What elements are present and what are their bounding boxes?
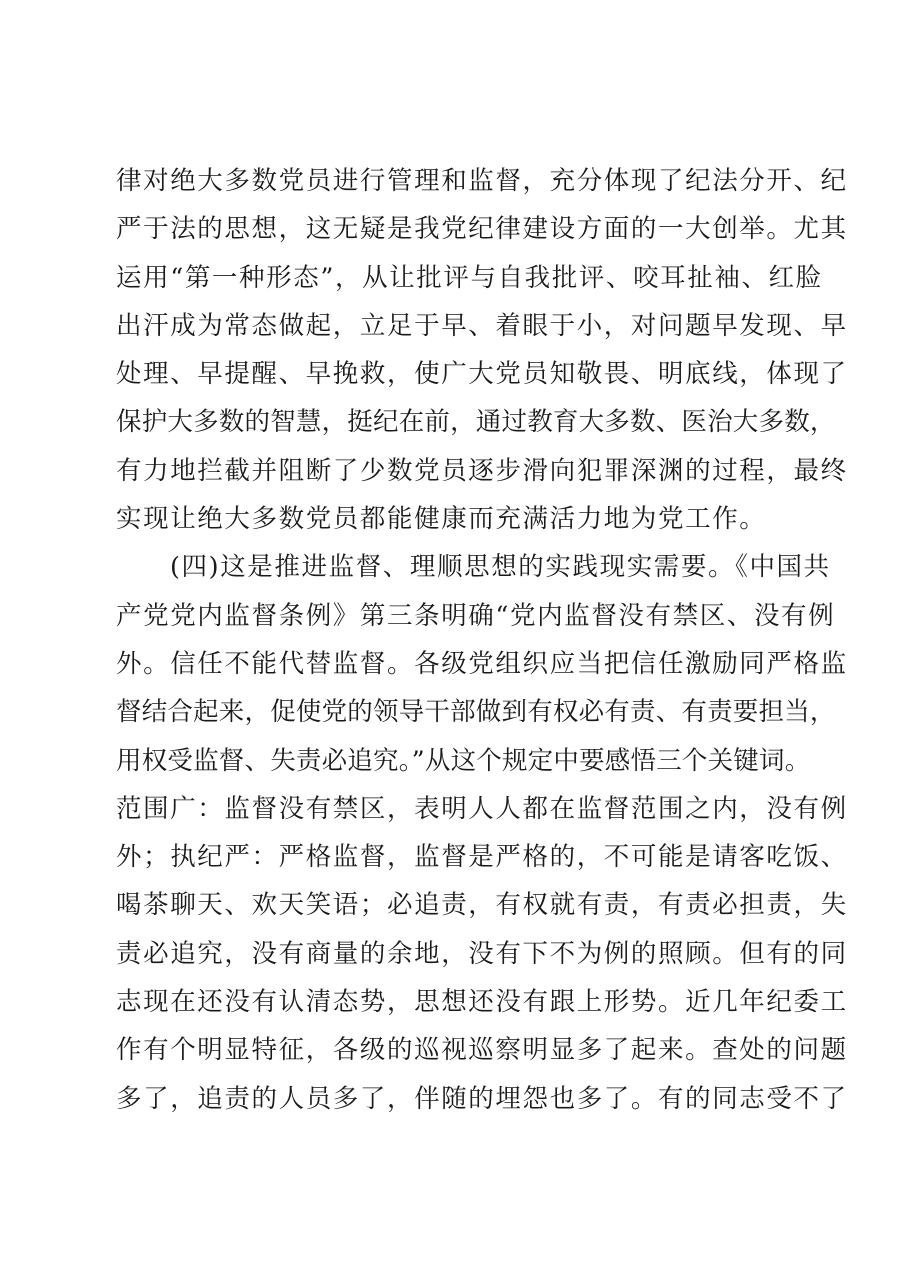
text-line: 出汗成为常态做起，立足于早、着眼于小，对问题早发现、早: [116, 310, 848, 341]
text-line: 处理、早提醒、早挽救，使广大党员知敬畏、明底线，体现了: [116, 359, 848, 390]
text-line: 产党党内监督条例》第三条明确“党内监督没有禁区、没有例: [116, 600, 836, 631]
text-line: 责必追究，没有商量的余地，没有下不为例的照顾。但有的同: [116, 938, 848, 969]
text-line: 用权受监督、失责必追究。”从这个规定中要感悟三个关键词。: [116, 745, 811, 776]
text-line: 作有个明显特征，各级的巡视巡察明显多了起来。查处的问题: [116, 1035, 848, 1066]
text-line: 督结合起来，促使党的领导干部做到有权必有责、有责要担当，: [116, 697, 836, 728]
paragraph-heading-line: (四)这是推进监督、理顺思想的实践现实需要。《中国共: [170, 552, 831, 583]
body-text: [116, 157, 848, 1123]
text-line: 喝茶聊天、欢天笑语；必追责，有权就有责，有责必担责，失: [116, 890, 848, 921]
text-line: 律对绝大多数党员进行管理和监督，充分体现了纪法分开、纪: [116, 166, 848, 196]
text-line: 外；执纪严：严格监督，监督是严格的，不可能是请客吃饭、: [116, 842, 848, 873]
text-line: 运用“第一种形态”，从让批评与自我批评、咬耳扯袖、红脸: [116, 262, 823, 293]
text-line: 志现在还没有认清态势，思想还没有跟上形势。近几年纪委工: [116, 987, 848, 1018]
text-line: 范围广：监督没有禁区，表明人人都在监督范围之内，没有例: [116, 793, 848, 824]
text-line: 多了，追责的人员多了，伴随的埋怨也多了。有的同志受不了: [116, 1083, 848, 1114]
text-line: 实现让绝大多数党员都能健康而充满活力地为党工作。: [116, 504, 767, 535]
text-line: 有力地拦截并阻断了少数党员逐步滑向犯罪深渊的过程，最终: [116, 455, 848, 486]
text-line: 严于法的思想，这无疑是我党纪律建设方面的一大创举。尤其: [116, 214, 848, 245]
text-line: 保护大多数的智慧，挺纪在前，通过教育大多数、医治大多数，: [116, 407, 836, 438]
text-line: 外。信任不能代替监督。各级党组织应当把信任激励同严格监: [116, 648, 848, 679]
